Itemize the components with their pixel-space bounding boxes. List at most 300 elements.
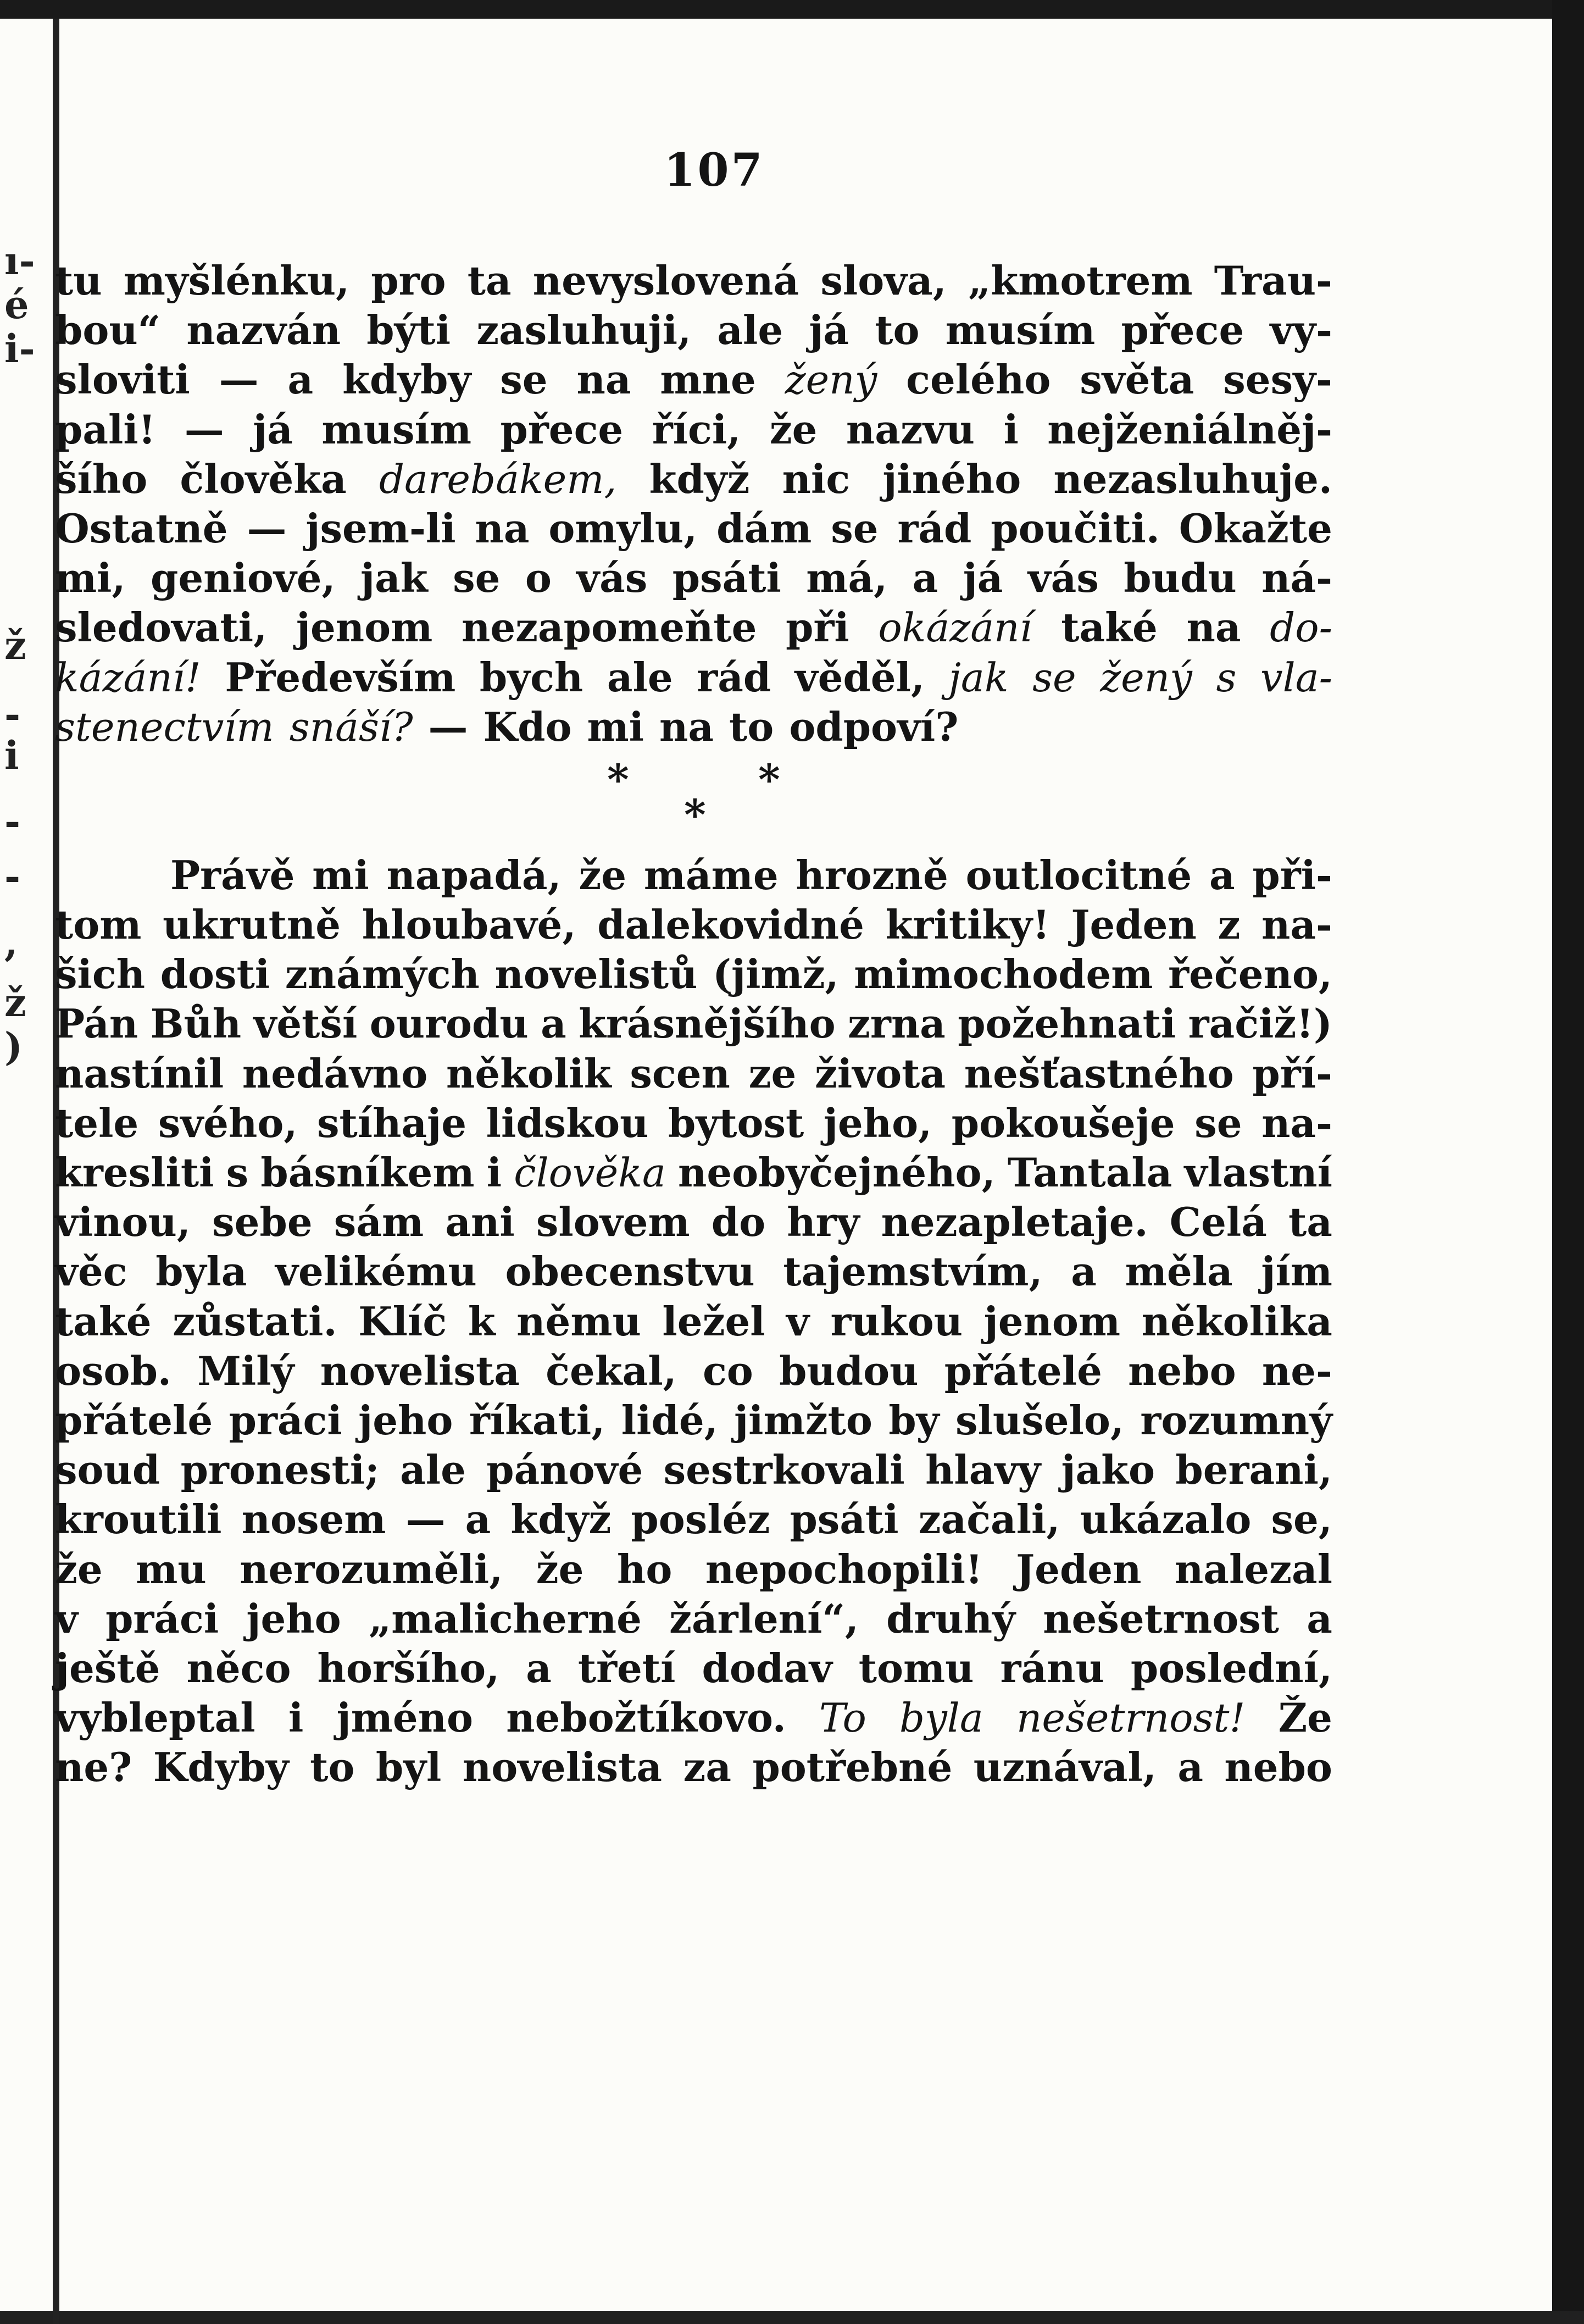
word: novelista	[462, 1744, 663, 1791]
word: se,	[1271, 1496, 1332, 1543]
word: byl	[375, 1744, 442, 1791]
word: Jeden	[1016, 1545, 1142, 1593]
word: sebe	[212, 1199, 313, 1246]
word: mi	[312, 851, 369, 898]
text-line	[55, 1346, 1332, 1396]
word: posléz	[631, 1496, 770, 1543]
word: světa	[1080, 356, 1194, 403]
margin-fragment: ,	[4, 919, 18, 965]
word: ležel	[662, 1297, 765, 1345]
word: nalezal	[1174, 1545, 1332, 1593]
word: druhý	[886, 1595, 1015, 1642]
top-border	[0, 0, 1584, 19]
word: ne-	[1261, 1347, 1332, 1394]
word: že	[769, 406, 818, 453]
word: se	[1032, 654, 1076, 701]
text-line	[55, 1445, 1332, 1495]
margin-fragment: ž	[4, 980, 26, 1025]
text-line	[55, 950, 1332, 999]
word: také	[55, 1297, 152, 1345]
word: Klíč	[358, 1297, 447, 1345]
word: sestrkovali	[663, 1446, 905, 1494]
word: zrna	[848, 1000, 946, 1047]
word: nezapletaje.	[881, 1199, 1148, 1246]
word: nevyslovená	[532, 257, 799, 304]
word: stíhaje	[317, 1099, 467, 1146]
word: vinou,	[55, 1199, 191, 1246]
word: mimochodem	[854, 951, 1153, 998]
word: Okažte	[1179, 504, 1332, 552]
word: s	[1216, 654, 1237, 701]
word: tajemstvím,	[783, 1248, 1043, 1295]
word: žený	[1100, 654, 1192, 701]
word: nazvu	[846, 406, 975, 453]
text-line	[55, 1247, 1332, 1296]
word: nebo	[1224, 1744, 1332, 1791]
word: mi,	[55, 554, 126, 602]
word: Bůh	[150, 1000, 242, 1047]
word: šich	[55, 951, 146, 998]
word: pokoušeje	[951, 1099, 1175, 1146]
text-line	[55, 454, 1332, 504]
word: dodav	[702, 1644, 832, 1691]
word: něco	[186, 1644, 291, 1691]
word: tu	[55, 257, 102, 304]
word: rozumný	[1140, 1396, 1332, 1444]
word: (jimž,	[712, 951, 839, 998]
word: krásnějšího	[579, 1000, 836, 1047]
text-line	[55, 405, 1332, 454]
word: budu	[1124, 554, 1237, 602]
word: myšlénku,	[123, 257, 350, 304]
word: nedávno	[242, 1050, 428, 1097]
word: celého	[906, 356, 1051, 403]
word: hlavy	[925, 1446, 1041, 1494]
word: dám	[716, 504, 812, 552]
word: a	[912, 554, 938, 602]
word: nebo	[1128, 1347, 1236, 1394]
word: lidskou	[486, 1099, 649, 1146]
word: s	[226, 1149, 249, 1196]
word: neobyčejného,	[677, 1149, 996, 1196]
word: známých	[285, 951, 480, 998]
word: ani	[445, 1199, 515, 1246]
word: sám	[334, 1199, 424, 1246]
word: němu	[516, 1297, 641, 1345]
margin-fragment: i-	[4, 326, 35, 371]
word: rád	[897, 504, 972, 552]
text-line	[55, 1545, 1332, 1594]
word: do-	[1270, 604, 1332, 651]
word: žárlení“,	[669, 1595, 859, 1642]
word: Právě	[170, 851, 295, 898]
word: odpoví?	[789, 703, 959, 750]
margin-fragment: ı-	[4, 238, 35, 284]
word: vlastní	[1184, 1149, 1332, 1196]
text-line	[55, 1049, 1332, 1099]
word: já	[809, 307, 849, 354]
word: lidé,	[621, 1396, 718, 1444]
word: snáší?	[289, 703, 413, 750]
word: když	[510, 1496, 612, 1543]
word: pánové	[486, 1446, 643, 1494]
word: v	[786, 1297, 810, 1345]
word: slušelo,	[955, 1396, 1124, 1444]
word: dalekovidné	[597, 901, 864, 949]
word: jiného	[882, 455, 1021, 502]
margin-fragment: i	[4, 733, 19, 778]
word: říci,	[652, 406, 741, 453]
word: ránu	[1000, 1644, 1104, 1691]
word: potřebné	[752, 1744, 953, 1791]
word: to	[729, 703, 774, 750]
text-line	[55, 1148, 1332, 1197]
word: ze	[748, 1050, 797, 1097]
word: o	[525, 554, 552, 602]
word: i	[1003, 406, 1019, 453]
word: Že	[1278, 1694, 1332, 1741]
word: pali!	[55, 406, 156, 453]
margin-fragment: )	[4, 1024, 23, 1069]
word: mi	[587, 703, 644, 750]
word: Pán	[55, 1000, 138, 1047]
word: a	[526, 1644, 552, 1691]
word: má,	[806, 554, 888, 602]
word: by	[888, 1396, 940, 1444]
right-border	[1552, 0, 1584, 2324]
word: k	[468, 1297, 496, 1345]
margin-fragment: -	[4, 691, 21, 737]
word: nerozuměli,	[240, 1545, 503, 1593]
text-line	[55, 702, 1332, 752]
word: máme	[643, 851, 779, 898]
word: hrozně	[796, 851, 948, 898]
text-line	[55, 851, 1332, 900]
word: nosem	[241, 1496, 386, 1543]
word: když	[649, 455, 750, 502]
word: nastínil	[55, 1050, 224, 1097]
word: nebožtíkovo.	[506, 1694, 786, 1741]
word: a	[465, 1496, 491, 1543]
word: „malicherné	[368, 1595, 642, 1642]
word: račiž!)	[1188, 1000, 1332, 1047]
word: i	[486, 1149, 502, 1196]
word: při	[786, 604, 849, 651]
text-line	[55, 1099, 1332, 1148]
word: věc	[55, 1248, 127, 1295]
word: bytost	[668, 1099, 804, 1146]
word: mu	[136, 1545, 207, 1593]
text-line	[55, 603, 1332, 652]
word: poslední,	[1130, 1644, 1332, 1691]
word: musím	[945, 307, 1096, 354]
word: čekal,	[546, 1347, 677, 1394]
word: omylu,	[548, 504, 698, 552]
word: Milý	[197, 1347, 294, 1394]
word: —	[184, 406, 224, 453]
word: bych	[479, 653, 583, 701]
word: Kdo	[483, 703, 572, 750]
word: —	[428, 703, 468, 750]
word: jsem-li	[305, 504, 456, 552]
word: To	[819, 1695, 866, 1741]
word: psáti	[790, 1496, 899, 1543]
word: jak	[360, 554, 428, 602]
margin-fragment: ž	[4, 623, 26, 668]
word: Trau-	[1214, 257, 1332, 304]
text-line	[55, 900, 1332, 950]
word: ourodu	[369, 1000, 529, 1047]
word: —	[405, 1496, 446, 1543]
word: kritiky!	[885, 901, 1050, 949]
word: nazván	[186, 307, 341, 354]
word: slova,	[820, 257, 947, 304]
word: zůstati.	[173, 1297, 337, 1345]
word: rád	[697, 653, 771, 701]
margin-fragment: é	[4, 282, 29, 328]
word: přátelé	[944, 1347, 1102, 1394]
word: okázání	[878, 604, 1032, 651]
word: bou“	[55, 307, 161, 354]
word: měla	[1125, 1248, 1233, 1295]
word: života	[815, 1050, 946, 1097]
word: nezasluhuje.	[1053, 455, 1332, 502]
word: berani,	[1175, 1446, 1332, 1494]
word: věděl,	[794, 653, 925, 701]
word: nepochopili!	[705, 1545, 983, 1593]
word: Kdyby	[153, 1744, 289, 1791]
word: mne	[660, 356, 756, 403]
word: scen	[630, 1050, 730, 1097]
word: pří-	[1252, 1050, 1332, 1097]
word: napadá,	[386, 851, 562, 898]
word: ukrutně	[163, 901, 341, 949]
word: já	[253, 406, 293, 453]
word: stenectvím	[55, 703, 274, 750]
word: člověka	[514, 1150, 666, 1196]
word: se	[453, 554, 501, 602]
word: —	[247, 504, 287, 552]
word: to	[310, 1744, 355, 1791]
word: na	[576, 356, 631, 403]
word: za	[683, 1744, 731, 1791]
text-block	[55, 256, 1332, 1792]
word: darebákem,	[379, 456, 617, 502]
text-line	[55, 504, 1332, 553]
word: zasluhuji,	[476, 307, 692, 354]
word: slovem	[536, 1199, 690, 1246]
word: šího	[55, 455, 148, 502]
word: ještě	[55, 1644, 160, 1691]
word: přece	[500, 406, 624, 453]
word: žený	[785, 357, 877, 403]
word: jak	[948, 654, 1009, 701]
word: nejženiálněj-	[1047, 406, 1332, 453]
word: a	[1071, 1248, 1097, 1295]
word: a	[1209, 851, 1235, 898]
word: ta	[467, 257, 512, 304]
word: několik	[446, 1050, 612, 1097]
word: na	[659, 703, 714, 750]
page-number: 107	[664, 144, 765, 197]
word: a	[541, 1000, 566, 1047]
word: z	[1218, 901, 1241, 949]
word: osob.	[55, 1347, 171, 1394]
word: nic	[782, 455, 851, 502]
word: Tantala	[1007, 1149, 1172, 1196]
word: a	[287, 356, 314, 403]
text-line	[55, 1743, 1332, 1792]
separator-asterisk: *	[607, 755, 629, 804]
word: byla	[899, 1695, 983, 1741]
word: vy-	[1270, 307, 1332, 354]
text-line	[55, 1297, 1332, 1346]
word: jeho	[358, 1396, 453, 1444]
word: vybleptal	[55, 1694, 255, 1741]
word: jím	[1261, 1248, 1332, 1295]
word: že	[55, 1545, 103, 1593]
word: a	[1177, 1744, 1203, 1791]
word: požehnati	[958, 1000, 1176, 1047]
word: jimžto	[734, 1396, 872, 1444]
word: ná-	[1261, 554, 1332, 602]
word: kdyby	[342, 356, 471, 403]
word: člověka	[180, 455, 347, 502]
word: ale	[400, 1446, 466, 1494]
word: ne?	[55, 1744, 132, 1791]
text-line	[55, 1495, 1332, 1544]
word: na-	[1261, 901, 1332, 949]
word: vla-	[1260, 654, 1332, 701]
word: Především	[225, 653, 456, 701]
word: říkati,	[469, 1396, 605, 1444]
word: ta	[1288, 1199, 1332, 1246]
word: musím	[321, 406, 472, 453]
word: na	[475, 504, 530, 552]
word: v	[55, 1595, 78, 1642]
word: se	[831, 504, 879, 552]
word: pronesti;	[180, 1446, 380, 1494]
word: ukázalo	[1080, 1496, 1252, 1543]
text-line	[55, 256, 1332, 306]
word: hloubavé,	[362, 901, 576, 949]
word: sloviti	[55, 356, 190, 403]
word: ho	[616, 1545, 672, 1593]
word: pro	[371, 257, 446, 304]
word: několika	[1141, 1297, 1332, 1345]
word: tomu	[858, 1644, 974, 1691]
text-line	[55, 355, 1332, 404]
word: třetí	[577, 1644, 676, 1691]
word: poučiti.	[991, 504, 1160, 552]
word: jeho	[246, 1595, 341, 1642]
separator-asterisk: *	[684, 790, 706, 839]
word: i	[288, 1694, 304, 1741]
word: a	[1307, 1595, 1332, 1642]
word: kázání!	[55, 654, 201, 701]
word: jeho,	[823, 1099, 932, 1146]
text-line	[55, 1693, 1332, 1743]
word: Celá	[1169, 1199, 1267, 1246]
word: že	[579, 851, 627, 898]
text-line	[55, 653, 1332, 702]
word: na	[1186, 604, 1241, 651]
text-line	[55, 306, 1332, 355]
word: uznával,	[973, 1744, 1157, 1791]
word: nešťastného	[964, 1050, 1234, 1097]
word: při-	[1252, 851, 1332, 898]
word: jenom	[983, 1297, 1121, 1345]
word: přece	[1121, 307, 1244, 354]
text-line	[55, 1396, 1332, 1445]
word: velikému	[275, 1248, 477, 1295]
separator-asterisk: *	[758, 755, 780, 804]
text-line	[55, 1594, 1332, 1644]
word: budou	[779, 1347, 919, 1394]
word: vás	[1027, 554, 1099, 602]
word: ale	[607, 653, 673, 701]
margin-fragment: -	[4, 798, 21, 844]
word: přátelé	[55, 1396, 213, 1444]
word: nezapomeňte	[461, 604, 757, 651]
word: sesy-	[1223, 356, 1332, 403]
word: já	[963, 554, 1003, 602]
word: větší	[253, 1000, 358, 1047]
word: se	[1194, 1099, 1242, 1146]
word: ale	[717, 307, 783, 354]
text-line	[55, 999, 1332, 1049]
word: to	[875, 307, 920, 354]
word: obecenstvu	[505, 1248, 755, 1295]
word: novelistů	[494, 951, 698, 998]
text-line	[55, 1197, 1332, 1247]
word: co	[702, 1347, 753, 1394]
word: Jeden	[1071, 901, 1197, 949]
text-line	[55, 553, 1332, 603]
word: se	[500, 356, 548, 403]
word: geniové,	[151, 554, 336, 602]
word: také	[1061, 604, 1158, 651]
word: Ostatně	[55, 504, 228, 552]
section-separator	[55, 752, 1332, 851]
word: nešetrnost!	[1016, 1695, 1246, 1741]
word: soud	[55, 1446, 160, 1494]
word: nešetrnost	[1043, 1595, 1280, 1642]
text-line	[55, 1644, 1332, 1693]
word: býti	[366, 307, 451, 354]
word: práci	[105, 1595, 219, 1642]
word: básníkem	[260, 1149, 475, 1196]
word: kresliti	[55, 1149, 214, 1196]
word: „kmotrem	[968, 257, 1193, 304]
word: dosti	[160, 951, 270, 998]
paragraph-1	[55, 256, 1332, 752]
paragraph-2	[55, 851, 1332, 1793]
word: hry	[787, 1199, 860, 1246]
word: jenom	[296, 604, 433, 651]
word: outlocitné	[965, 851, 1192, 898]
word: kroutili	[55, 1496, 222, 1543]
word: tom	[55, 901, 142, 949]
word: práci	[229, 1396, 342, 1444]
word: jméno	[336, 1694, 473, 1741]
word: řečeno,	[1168, 951, 1332, 998]
word: začali,	[918, 1496, 1060, 1543]
word: do	[711, 1199, 766, 1246]
word: horšího,	[317, 1644, 500, 1691]
word: psáti	[672, 554, 781, 602]
word: novelista	[320, 1347, 520, 1394]
